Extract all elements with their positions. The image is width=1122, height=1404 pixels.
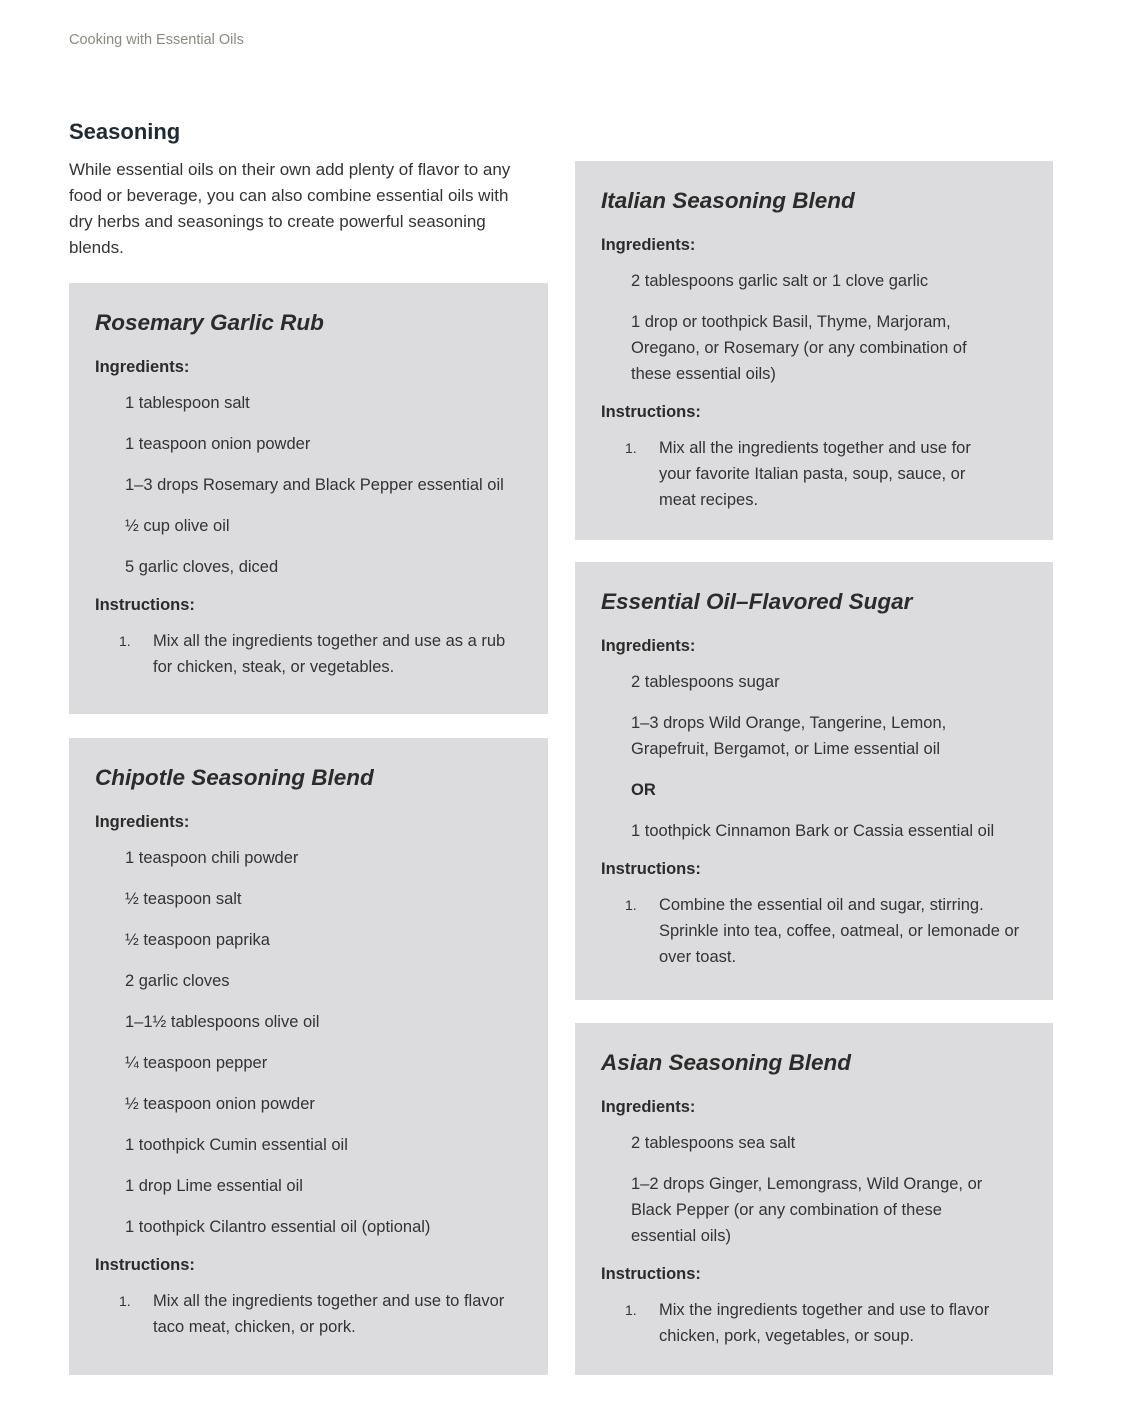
ingredients-list (95, 845, 522, 1240)
ingredient-item: 1–3 drops Wild Orange, Tangerine, Lemon, Grapefruit, Bergamot, or Lime essential oil (631, 714, 947, 758)
ingredient-item: ½ teaspoon onion powder (125, 1095, 315, 1113)
ingredients-list (95, 390, 522, 580)
step-number: 1. (625, 440, 637, 456)
recipe-title: Chipotle Seasoning Blend (95, 765, 374, 790)
step-number: 1. (119, 1293, 131, 1309)
ingredients-list (601, 1130, 1027, 1249)
ingredients-label: Ingredients: (601, 1098, 696, 1116)
recipe-card-chipotle-seasoning-blend (69, 738, 548, 1375)
ingredient-item: 1 tablespoon salt (125, 394, 250, 412)
ingredients-label: Ingredients: (95, 813, 190, 831)
ingredient-item: 2 tablespoons garlic salt or 1 clove garlic (631, 272, 929, 290)
recipe-card-asian-seasoning-blend (575, 1023, 1053, 1375)
instructions-list (601, 435, 1027, 513)
ingredient-item: 2 tablespoons sugar (631, 673, 780, 691)
instructions-list (601, 892, 1027, 970)
instruction-step (95, 628, 522, 680)
instructions-label: Instructions: (601, 403, 701, 421)
ingredient-item: 1 toothpick Cilantro essential oil (optional) (125, 1218, 431, 1236)
step-text: Mix all the ingredients together and use to flavor taco meat, chicken, or pork. (153, 1292, 505, 1336)
instructions-list (95, 628, 522, 680)
ingredient-item: ¼ teaspoon pepper (125, 1054, 268, 1072)
step-number: 1. (119, 633, 131, 649)
instruction-step (601, 435, 1003, 513)
ingredient-item: 1 toothpick Cumin essential oil (125, 1136, 348, 1154)
recipe-card-essential-oil-flavored-sugar (575, 562, 1053, 1000)
section-intro: While essential oils on their own add plenty of flavor to any food or beverage, you can also combine essential oils with dry herbs and seasonings to create powerful seasoning blends. (69, 160, 511, 257)
ingredient-item: 5 garlic cloves, diced (125, 558, 279, 576)
ingredients-list (601, 268, 1027, 387)
ingredient-item: 1–3 drops Rosemary and Black Pepper essential oil (125, 476, 504, 494)
ingredient-item: ½ cup olive oil (125, 517, 230, 535)
instructions-label: Instructions: (95, 1256, 195, 1274)
step-number: 1. (625, 1302, 637, 1318)
step-text: Combine the essential oil and sugar, stirring. Sprinkle into tea, coffee, oatmeal, or lemonade or over toast. (659, 896, 1020, 966)
recipe-title: Asian Seasoning Blend (601, 1050, 852, 1075)
step-text: Mix all the ingredients together and use as a rub for chicken, steak, or vegetables. (153, 632, 506, 676)
ingredients-label: Ingredients: (95, 358, 190, 376)
instructions-list (95, 1288, 522, 1340)
recipe-card-rosemary-garlic-rub (69, 283, 548, 714)
instructions-label: Instructions: (601, 1265, 701, 1283)
ingredient-item: 2 tablespoons sea salt (631, 1134, 796, 1152)
ingredient-item: ½ teaspoon paprika (125, 931, 270, 949)
ingredient-item: 1 drop or toothpick Basil, Thyme, Marjoram, Oregano, or Rosemary (or any combination of these essential oils) (631, 313, 967, 383)
instructions-label: Instructions: (601, 860, 701, 878)
running-header: Cooking with Essential Oils (69, 32, 244, 48)
section-title: Seasoning (69, 119, 181, 144)
instruction-step (95, 1288, 522, 1340)
recipe-title: Rosemary Garlic Rub (95, 310, 324, 335)
instruction-step (601, 1297, 1027, 1349)
ingredient-item: 2 garlic cloves (125, 972, 230, 990)
ingredient-or-separator: OR (631, 781, 656, 799)
ingredient-item: ½ teaspoon salt (125, 890, 242, 908)
ingredient-item: 1 toothpick Cinnamon Bark or Cassia essential oil (631, 822, 995, 840)
instructions-label: Instructions: (95, 596, 195, 614)
ingredient-item: 1 drop Lime essential oil (125, 1177, 303, 1195)
step-text: Mix all the ingredients together and use for your favorite Italian pasta, soup, sauce, or meat recipes. (659, 439, 971, 509)
instructions-list (601, 1297, 1027, 1349)
ingredient-item: 1 teaspoon chili powder (125, 849, 299, 867)
ingredients-list (601, 669, 1027, 844)
ingredients-label: Ingredients: (601, 637, 696, 655)
step-text: Mix the ingredients together and use to flavor chicken, pork, vegetables, or soup. (659, 1301, 990, 1345)
step-number: 1. (625, 897, 637, 913)
recipe-title: Essential Oil–Flavored Sugar (601, 589, 913, 614)
ingredients-label: Ingredients: (601, 236, 696, 254)
ingredient-item: 1 teaspoon onion powder (125, 435, 311, 453)
ingredient-item: 1–1½ tablespoons olive oil (125, 1013, 320, 1031)
ingredient-item: 1–2 drops Ginger, Lemongrass, Wild Orange, or Black Pepper (or any combination of these essential oils) (631, 1175, 983, 1245)
instruction-step (601, 892, 1027, 970)
recipe-title: Italian Seasoning Blend (601, 188, 855, 213)
recipe-card-italian-seasoning-blend (575, 161, 1053, 540)
